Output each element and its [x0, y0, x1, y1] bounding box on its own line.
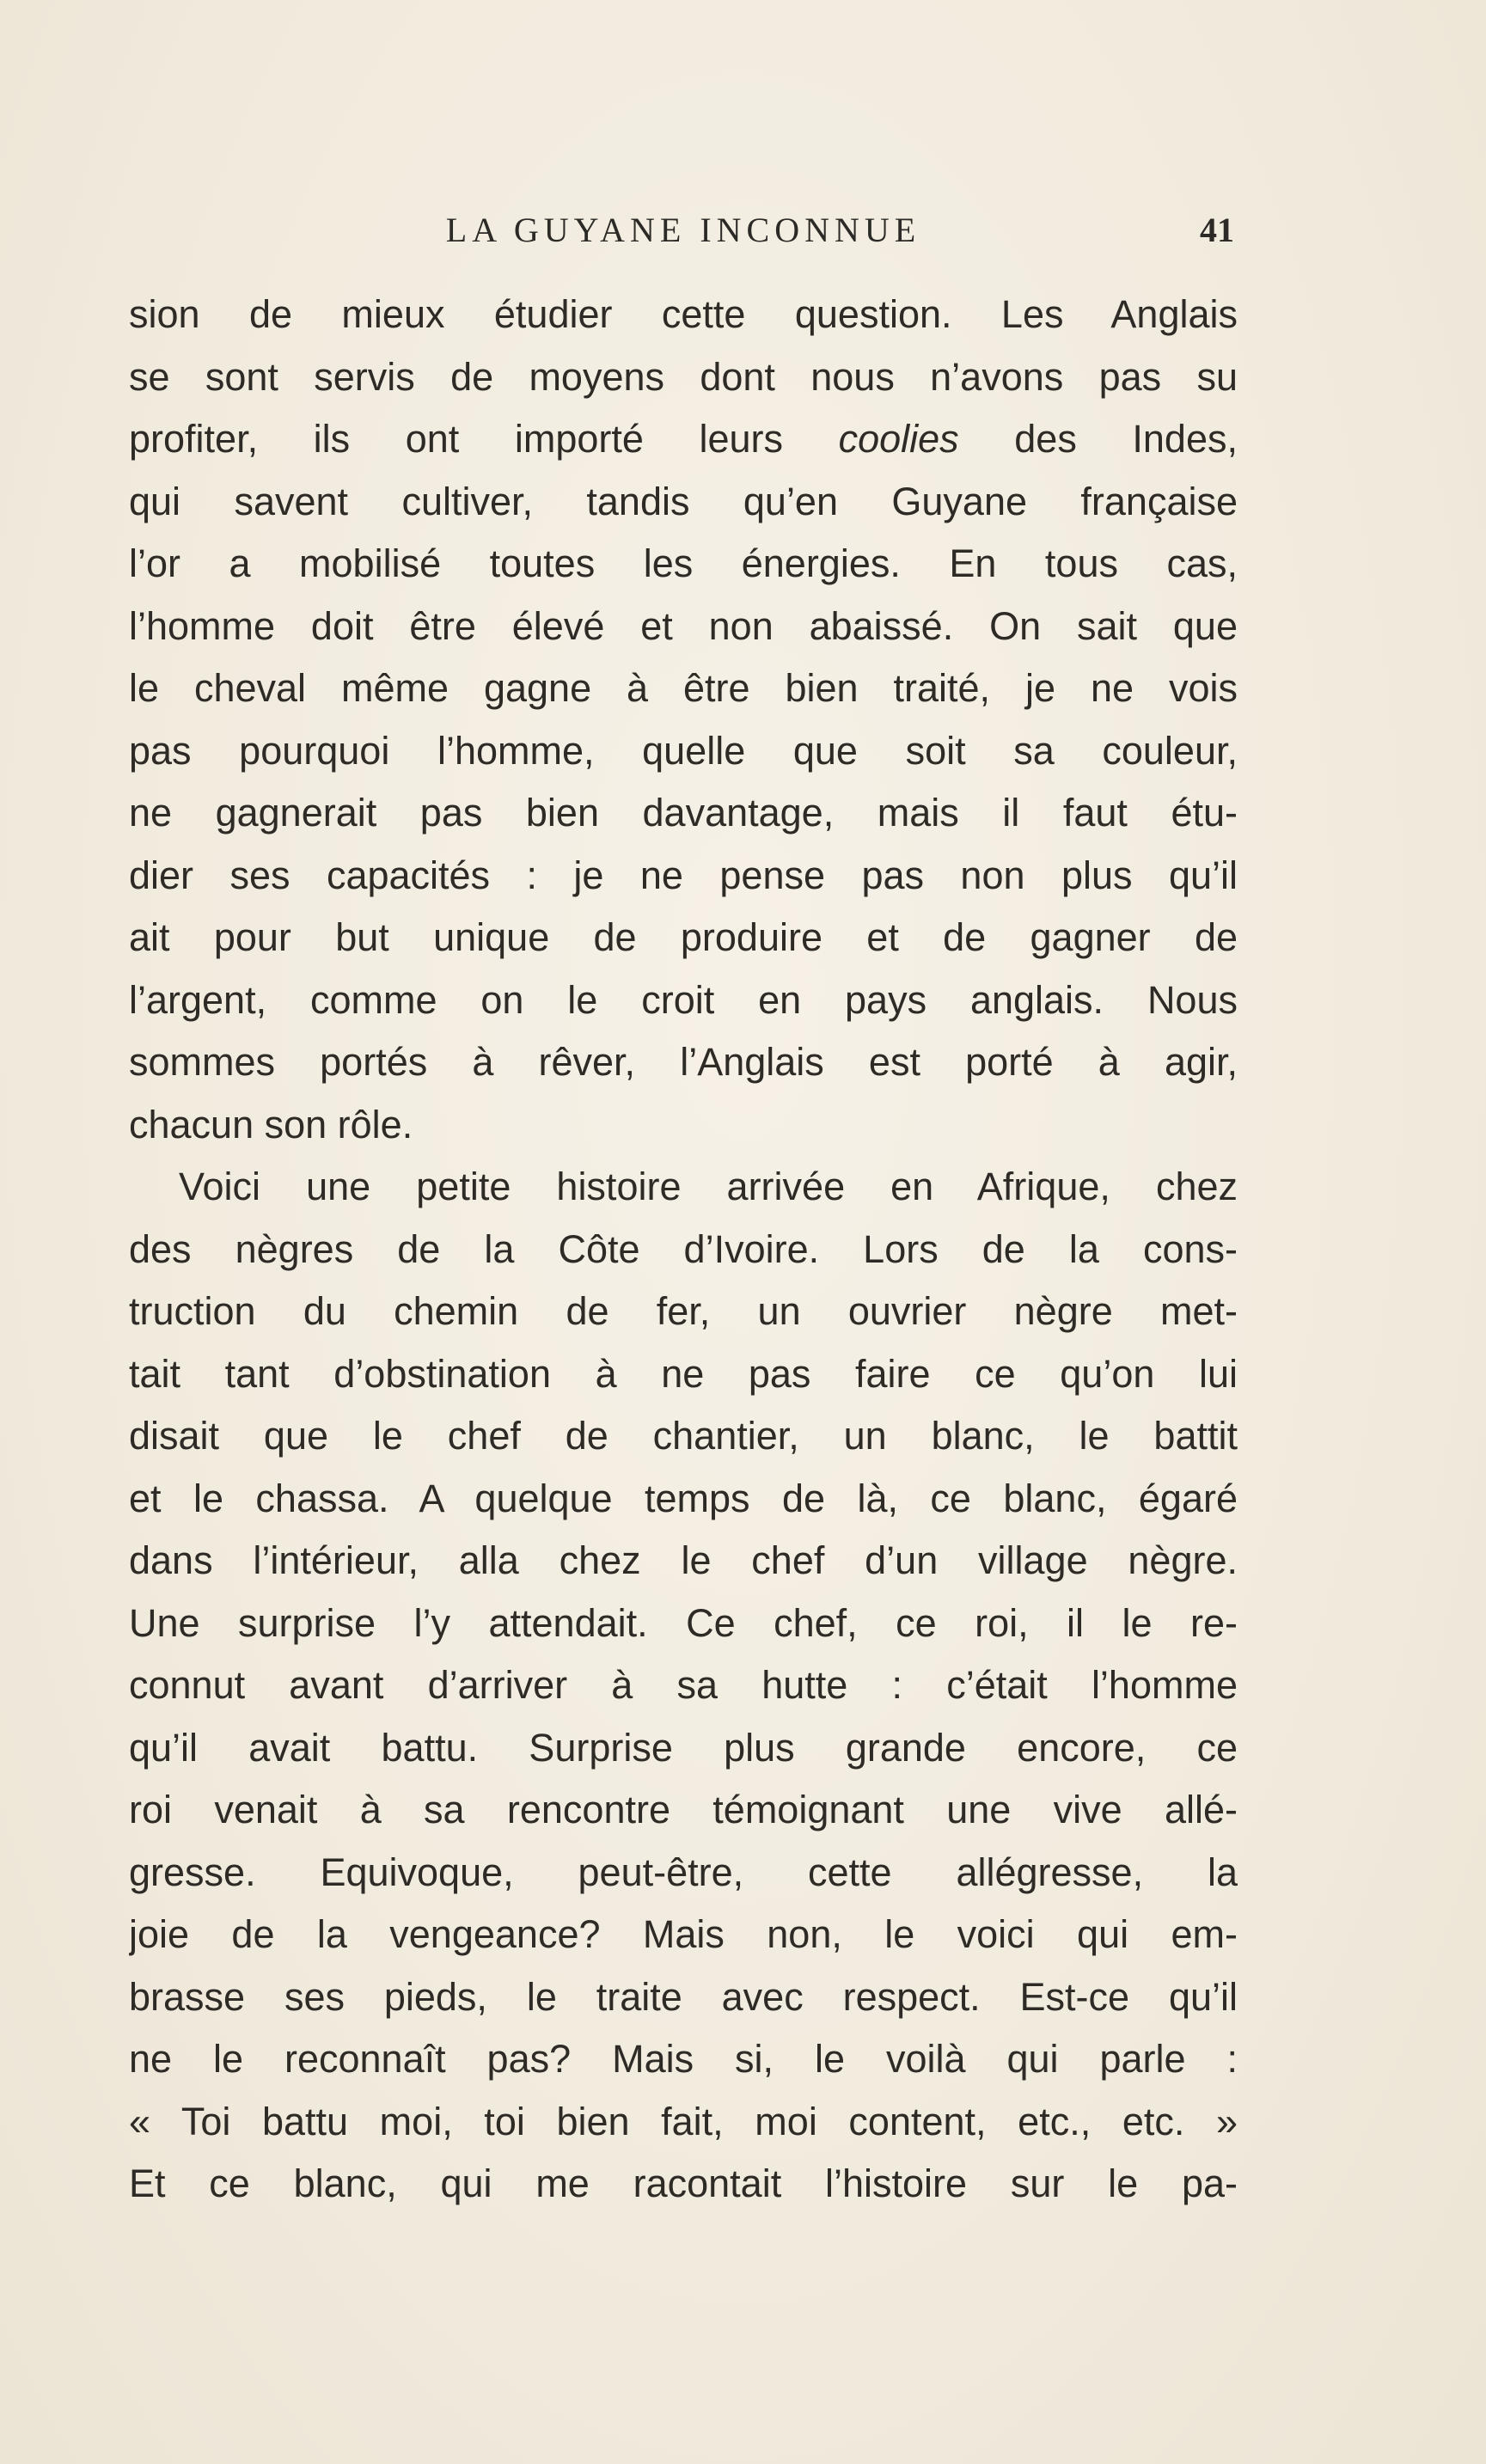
text-line: dier ses capacités : je ne pense pas non plus qu’il	[129, 853, 1238, 897]
text-line: truction du chemin de fer, un ouvrier nègre met-	[129, 1289, 1238, 1333]
text-line: se sont servis de moyens dont nous n’avons pas su	[129, 354, 1238, 399]
text-line: ne gagnerait pas bien davantage, mais il faut étu-	[129, 791, 1238, 835]
text-line: brasse ses pieds, le traite avec respect. Est-ce qu’il	[129, 1974, 1238, 2019]
text-line: et le chassa. A quelque temps de là, ce blanc, égaré	[129, 1476, 1238, 1520]
text-segment: des Indes,	[958, 417, 1238, 461]
text-line: sommes portés à rêver, l’Anglais est porté à agir,	[129, 1040, 1238, 1084]
paragraph-2	[129, 1156, 1238, 2216]
text-line: pas pourquoi l’homme, quelle que soit sa couleur,	[129, 728, 1238, 773]
page-header	[129, 205, 1238, 256]
text-line: Voici une petite histoire arrivée en Afrique, chez	[179, 1165, 1238, 1208]
text-line: l’or a mobilisé toutes les énergies. En tous cas,	[129, 541, 1238, 585]
italic-word: coolies	[838, 417, 959, 461]
text-line: l’homme doit être élevé et non abaissé. On sait que	[129, 603, 1238, 648]
text-line: gresse. Equivoque, peut-être, cette allégresse, la	[129, 1850, 1238, 1894]
text-line: sion de mieux étudier cette question. Les Anglais	[129, 292, 1238, 336]
text-line: Une surprise l’y attendait. Ce chef, ce roi, il le re-	[129, 1600, 1238, 1645]
text-line: l’argent, comme on le croit en pays anglais. Nous	[129, 977, 1238, 1022]
text-line: qu’il avait battu. Surprise plus grande encore, ce	[129, 1725, 1238, 1770]
text-line: chacun son rôle.	[129, 1102, 413, 1146]
text-line: tait tant d’obstination à ne pas faire ce qu’on lui	[129, 1351, 1238, 1396]
text-line: joie de la vengeance? Mais non, le voici qui em-	[129, 1912, 1238, 1956]
text-line: connut avant d’arriver à sa hutte : c’était l’homme	[129, 1663, 1238, 1707]
text-line: disait que le chef de chantier, un blanc, le battit	[129, 1414, 1238, 1458]
page-number: 41	[1200, 211, 1234, 249]
body-text	[129, 284, 1238, 2216]
text-line: Et ce blanc, qui me racontait l’histoire sur le pa-	[129, 2161, 1238, 2205]
text-line: dans l’intérieur, alla chez le chef d’un village nègre.	[129, 1538, 1238, 1582]
running-title: LA GUYANE INCONNUE	[445, 211, 921, 249]
text-line	[129, 408, 1238, 471]
paragraph-1	[129, 284, 1238, 1156]
text-line: ait pour but unique de produire et de gagner de	[129, 915, 1238, 959]
text-line: qui savent cultiver, tandis qu’en Guyane française	[129, 479, 1238, 523]
text-line: ne le reconnaît pas? Mais si, le voilà qui parle :	[129, 2037, 1238, 2081]
text-line: le cheval même gagne à être bien traité, je ne vois	[129, 666, 1238, 710]
text-line: « Toi battu moi, toi bien fait, moi content, etc., etc. »	[129, 2099, 1238, 2143]
text-line: roi venait à sa rencontre témoignant une vive allé-	[129, 1788, 1238, 1831]
text-line: des nègres de la Côte d’Ivoire. Lors de la cons-	[129, 1226, 1238, 1271]
text-segment: profiter, ils ont importé leurs	[129, 417, 839, 461]
